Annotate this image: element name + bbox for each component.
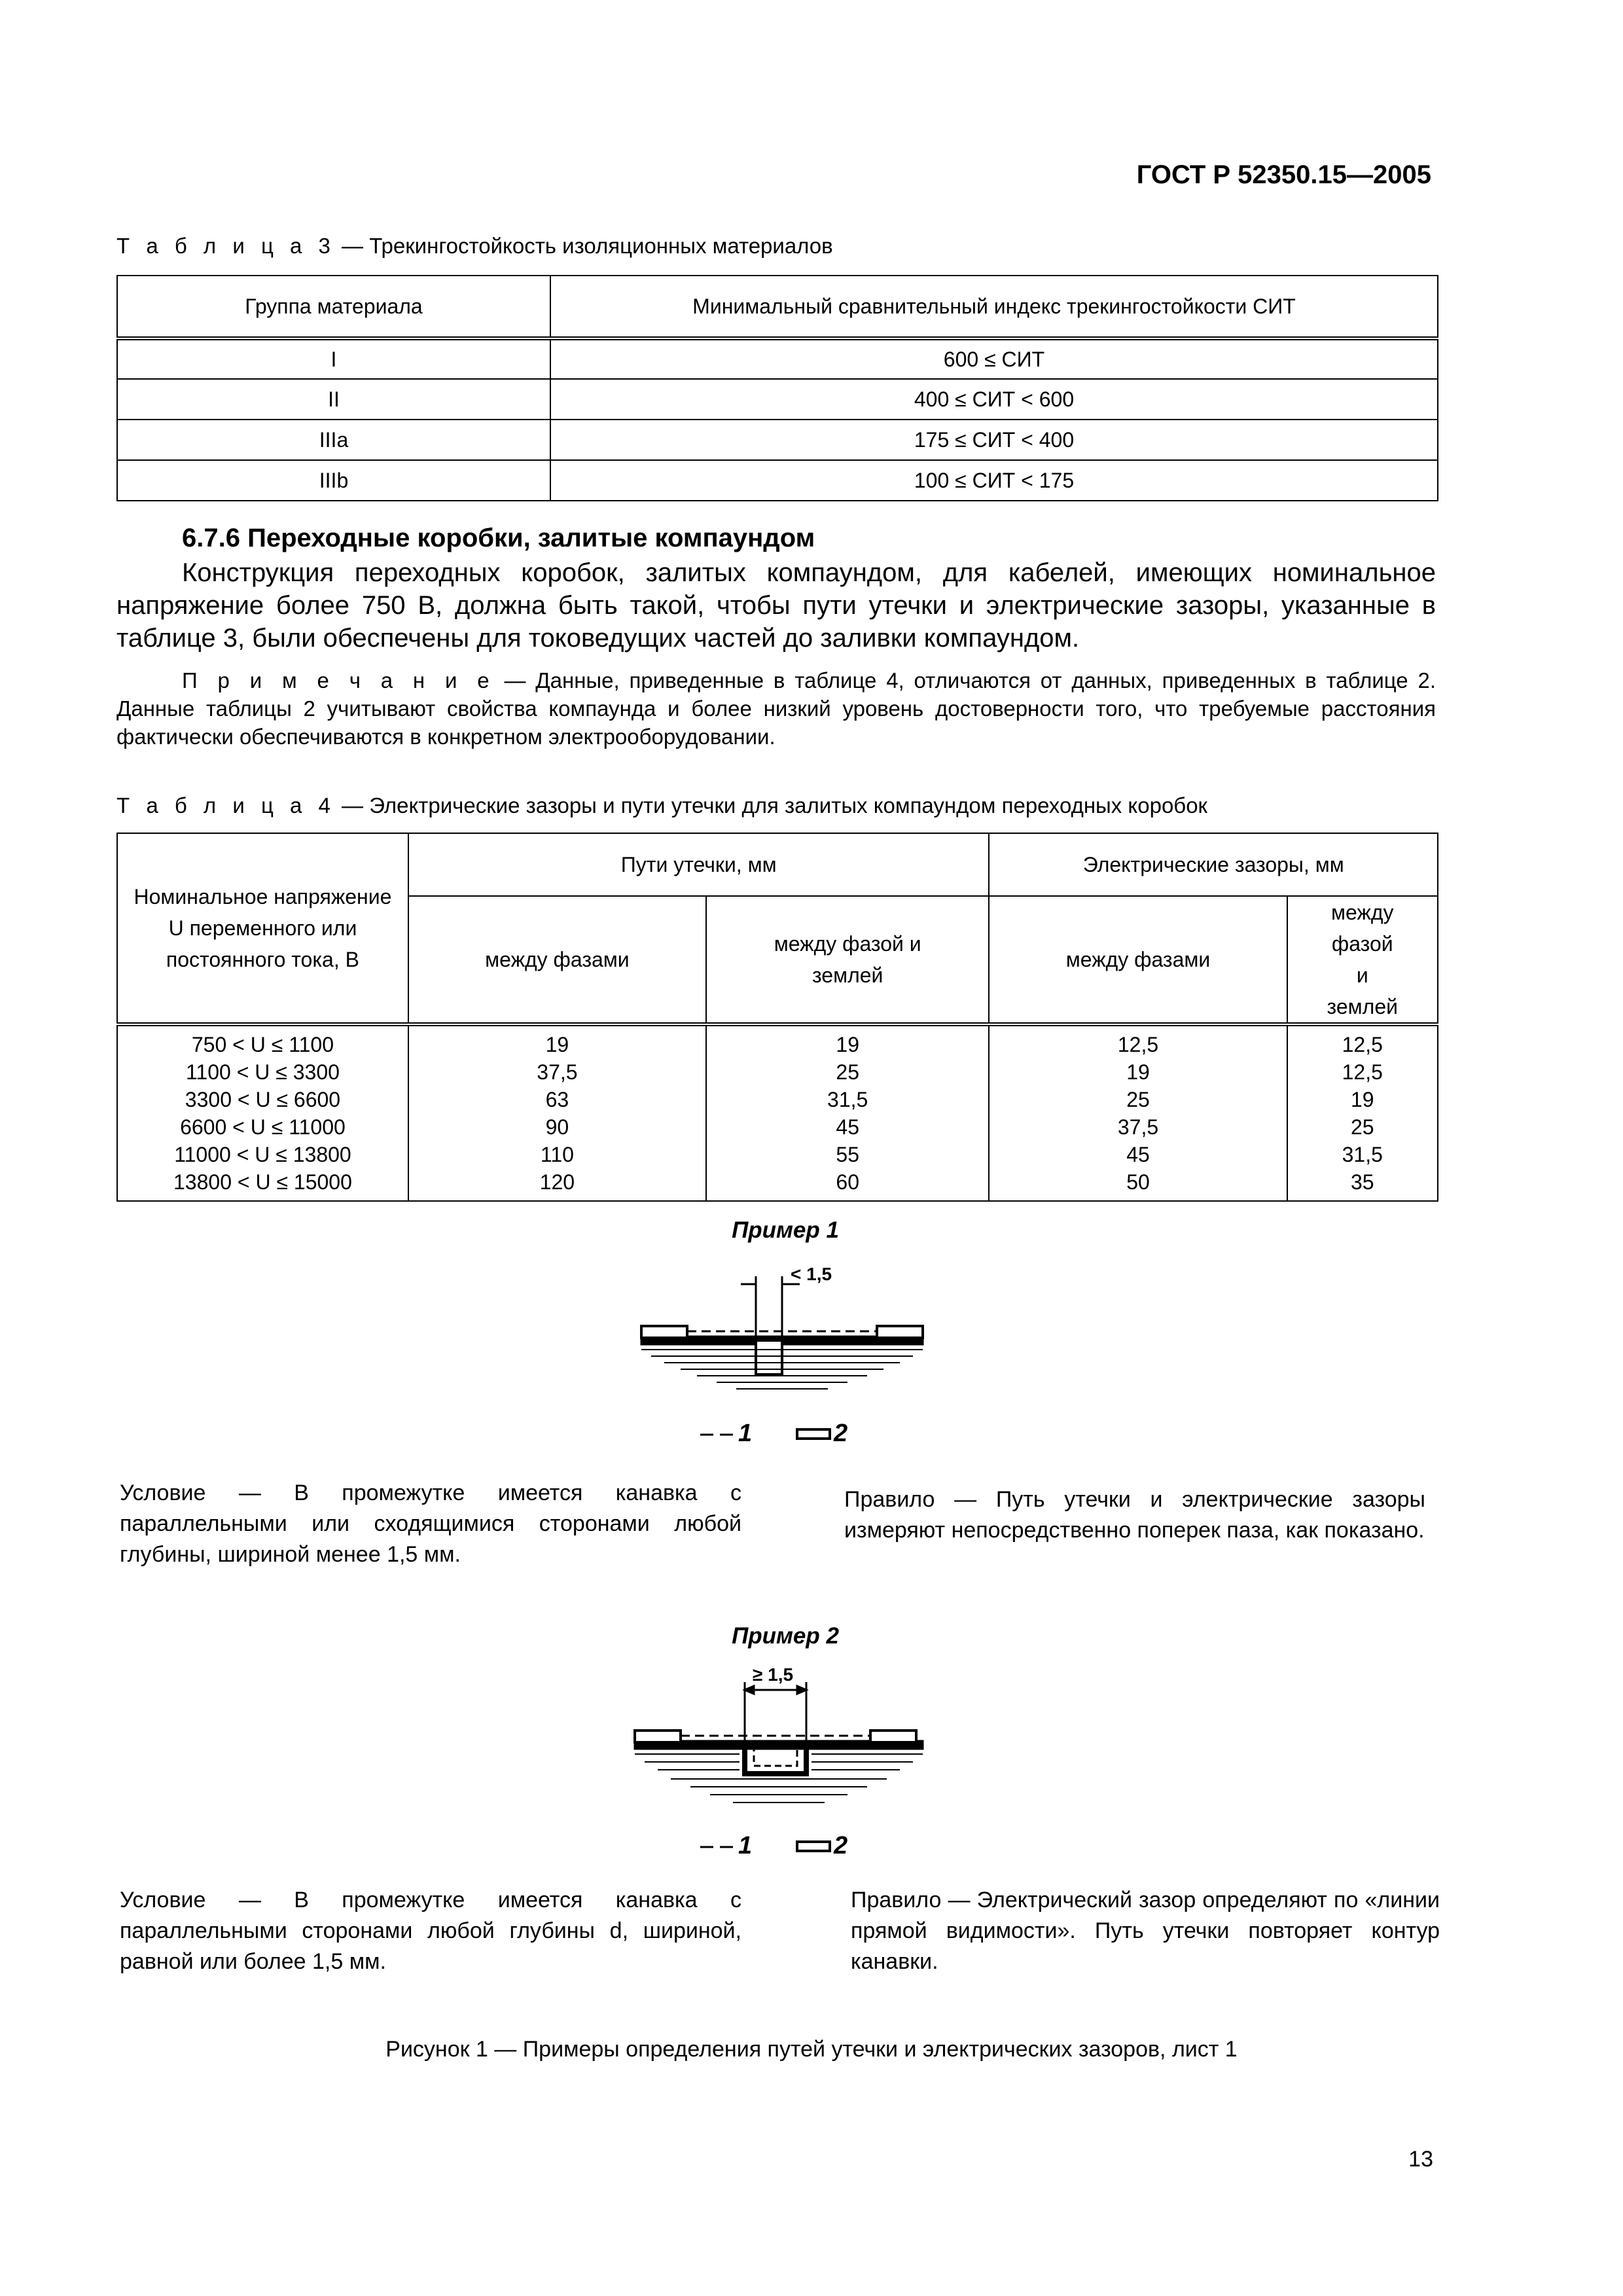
table4-value: 12,5 [1342,1060,1383,1084]
table3-caption [116,234,833,259]
note-prefix: П р и м е ч а н и е [182,668,495,692]
table4-value: 37,5 [537,1060,578,1084]
table4-value: 60 [836,1170,859,1194]
table4-value: 25 [1126,1088,1150,1111]
example2-rule: Правило — Электрический зазор определяют по «линии прямой видимости». Путь утечки повторяет контур канавки. [851,1888,1440,1974]
table4-voltage-column [117,1024,408,1201]
table3-cell: 100 ≤ СИТ < 175 [550,460,1438,501]
section-paragraph: Конструкция переходных коробок, залитых компаундом, для кабелей, имеющих номинальное напряжение более 750 В, должна быть такой, чтобы пути утечки и электрические зазоры, указанные в таблице 3, были обеспечены для токоведущих частей до заливки компаундом. [116,558,1436,653]
table4-creep-phase-column [408,1024,706,1201]
table4-clear-phase-column [989,1024,1287,1201]
table4-value: 12,5 [1342,1033,1383,1056]
table3-cell: 400 ≤ СИТ < 600 [550,379,1438,420]
table3-cell: I [117,338,550,379]
table4-value: 50 [1126,1170,1150,1194]
example2-hatching [635,1754,923,1803]
example2-legend-2: 2 [834,1832,848,1859]
example2-dim-label: ≥ 1,5 [753,1664,794,1685]
example1-legend-1: 1 [738,1420,753,1446]
table3-header-cti: Минимальный сравнительный индекс трекингостойкости СИТ [550,276,1438,338]
table4-value: 55 [836,1143,859,1166]
table3-caption-prefix: Т а б л и ц а 3 [116,234,336,258]
table4-header-voltage: Номинальное напряжение U переменного или постоянного тока, В [117,833,408,1024]
example1-conductor-left [641,1326,687,1338]
example2-legend-1: 1 [738,1832,753,1859]
table3-cell: 600 ≤ СИТ [550,338,1438,379]
table4-subheader: между фазами [989,896,1287,1024]
table4-value: 19 [1126,1060,1150,1084]
table3-cell: IIIa [117,420,550,460]
table4-value: 45 [836,1115,859,1139]
table4-value: 25 [1350,1115,1374,1139]
note-text: — Данные, приведенные в таблице 4, отличаются от данных, приведенных в таблице 2. Данные таблицы 2 учитывают свойства компаунда и более низкий уровень достоверности того, что требуемые расстояния фактически обеспечиваются в конкретном электрооборудовании. [116,668,1436,749]
table4-value: 63 [545,1088,569,1111]
table4-caption-text: — Электрические зазоры и пути утечки для залитых компаундом переходных коробок [335,793,1207,817]
table4 [116,833,1438,1202]
table4-header-creepage: Пути утечки, мм [408,833,990,896]
document-id: ГОСТ Р 52350.15—2005 [1136,160,1431,189]
example2-diagram [628,1662,942,1859]
table4-value: 35 [1350,1170,1374,1194]
table4-value: 110 [540,1143,574,1166]
table4-voltage: 3300 < U ≤ 6600 [185,1088,341,1111]
section-title: 6.7.6 Переходные коробки, залитые компаундом [182,524,815,552]
example2-legend-rect [797,1842,830,1851]
table4-voltage: 1100 < U ≤ 3300 [185,1060,340,1084]
table4-value: 12,5 [1117,1033,1159,1056]
table4-value: 31,5 [1342,1143,1383,1166]
example1-legend-rect [797,1429,830,1439]
table4-voltage: 11000 < U ≤ 13800 [174,1143,351,1166]
example2-conductor-left [635,1731,681,1742]
table3-cell: 175 ≤ СИТ < 400 [550,420,1438,460]
table4-value: 37,5 [1117,1115,1159,1139]
example2-title: Пример 2 [732,1623,839,1649]
table4-subheader: между фазой и землей [1287,896,1438,1024]
example1-hatching [641,1350,923,1389]
example2-conductor-right [870,1731,916,1742]
section-note [116,666,1436,751]
example2-condition: Условие — В промежутке имеется канавка с параллельными сторонами любой глубины d, шириной, равной или более 1,5 мм. [120,1888,741,1974]
figure-caption: Рисунок 1 — Примеры определения путей утечки и электрических зазоров, лист 1 [385,2037,1238,2062]
table4-voltage: 6600 < U ≤ 11000 [180,1115,346,1139]
table3 [116,275,1438,501]
table4-value: 120 [539,1170,575,1194]
table4-creep-earth-column [706,1024,990,1201]
table4-value: 25 [836,1060,859,1084]
page-number: 13 [1408,2147,1433,2172]
example1-diagram [628,1263,942,1446]
example1-condition: Условие — В промежутке имеется канавка с параллельными или сходящимися сторонами любой глубины, шириной менее 1,5 мм. [120,1480,741,1567]
table4-value: 31,5 [827,1088,868,1111]
table3-cell: II [117,379,550,420]
table4-value: 19 [545,1033,569,1056]
table4-value: 19 [1350,1088,1374,1111]
table4-value: 45 [1126,1143,1150,1166]
table4-header-clearance: Электрические зазоры, мм [989,833,1438,896]
table3-header-group: Группа материала [117,276,550,338]
table4-clear-earth-column [1287,1024,1438,1201]
example2-arrowhead [797,1686,806,1694]
table4-caption-prefix: Т а б л и ц а 4 [116,793,336,817]
example2-arrowhead [745,1686,754,1694]
table3-caption-text: — Трекингостойкость изоляционных материалов [335,234,833,258]
table4-voltage: 750 < U ≤ 1100 [191,1033,334,1056]
table4-value: 90 [545,1115,569,1139]
example1-rule: Правило — Путь утечки и электрические зазоры измеряют непосредственно поперек паза, как показано. [844,1487,1425,1543]
table3-cell: IIIb [117,460,550,501]
example1-legend-2: 2 [834,1420,848,1446]
table4-subheader: между фазой и землей [706,896,990,1024]
table4-subheader: между фазами [408,896,706,1024]
example1-dim-label: < 1,5 [791,1264,832,1284]
example1-conductor-right [877,1326,923,1338]
table4-caption [116,793,1207,818]
example1-title: Пример 1 [732,1217,839,1243]
table4-value: 19 [836,1033,859,1056]
table4-voltage: 13800 < U ≤ 15000 [173,1170,352,1194]
